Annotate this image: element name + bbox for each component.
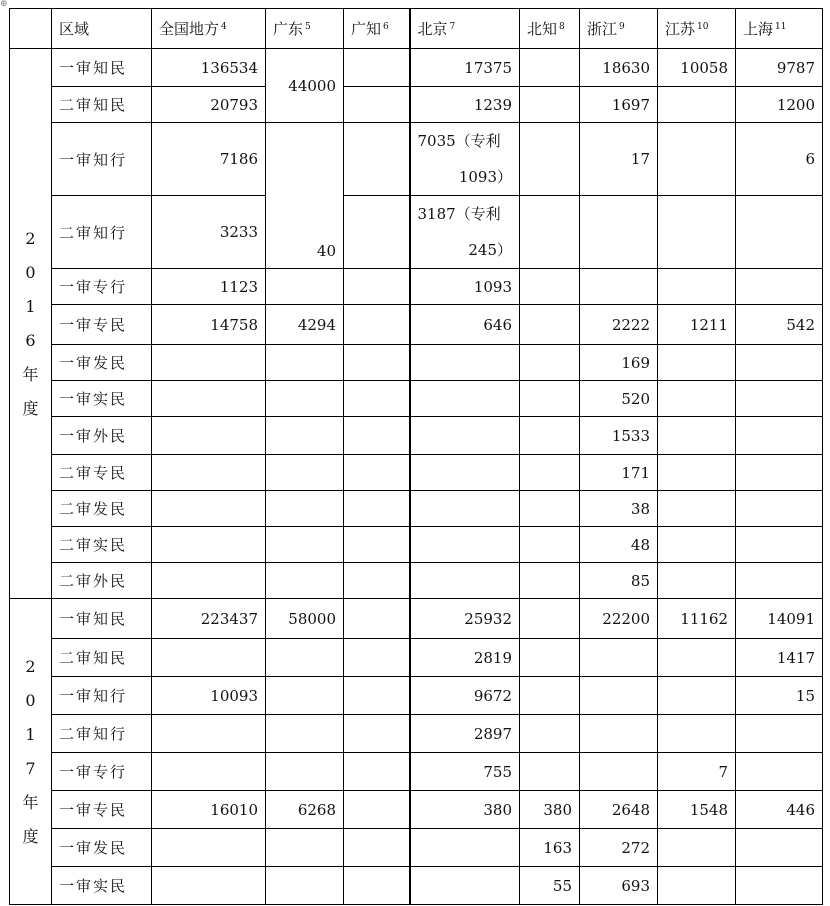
cell-line: 245） (468, 241, 512, 259)
footnote-ref: 5 (305, 22, 311, 32)
row-label: 二审知民 (52, 639, 152, 677)
header-zhejiang (580, 9, 658, 49)
row-label: 一审实民 (52, 867, 152, 905)
cell-jiangsu (658, 455, 736, 491)
cell-shanghai: 14091 (736, 599, 823, 639)
footnote-ref: 8 (559, 22, 565, 32)
cell-zhejiang: 2222 (580, 305, 658, 345)
cell-guangzhi (344, 791, 410, 829)
header-jiangsu (658, 9, 736, 49)
statistics-table (9, 8, 823, 905)
table-row (10, 677, 823, 715)
cell-jiangsu (658, 527, 736, 563)
table-row (10, 269, 823, 305)
table-row (10, 753, 823, 791)
cell-quanguo: 223437 (152, 599, 266, 639)
cell-jiangsu (658, 491, 736, 527)
table-row (10, 639, 823, 677)
cell-guangzhi (344, 305, 410, 345)
cell-beijing (410, 196, 520, 269)
cell-guangdong (266, 677, 344, 715)
cell-quanguo (152, 417, 266, 455)
cell-quanguo: 20793 (152, 87, 266, 123)
cell-guangzhi (344, 417, 410, 455)
cell-shanghai (736, 491, 823, 527)
header-beijing (410, 9, 520, 49)
cell-shanghai (736, 417, 823, 455)
cell-jiangsu: 1548 (658, 791, 736, 829)
cell-guangzhi (344, 715, 410, 753)
header-quanguo (152, 9, 266, 49)
row-label: 一审知民 (52, 49, 152, 87)
table-row (10, 527, 823, 563)
cell-line: 7035（专利 (417, 132, 501, 150)
cell-beijing (410, 867, 520, 905)
cell-beijing (410, 829, 520, 867)
cell-quanguo (152, 867, 266, 905)
cell-zhejiang: 85 (580, 563, 658, 599)
year-label: 2016年度 (22, 228, 39, 418)
row-label: 一审知民 (52, 599, 152, 639)
cell-beijing: 646 (410, 305, 520, 345)
cell-zhejiang: 520 (580, 381, 658, 417)
cell-quanguo: 16010 (152, 791, 266, 829)
cell-quanguo (152, 715, 266, 753)
cell-beizhi (520, 599, 580, 639)
cell-guangzhi (344, 753, 410, 791)
cell-zhejiang: 18630 (580, 49, 658, 87)
cell-beizhi (520, 639, 580, 677)
cell-quanguo: 3233 (152, 196, 266, 269)
cell-beijing (410, 563, 520, 599)
header-shanghai (736, 9, 823, 49)
row-label: 一审发民 (52, 829, 152, 867)
cell-beizhi: 380 (520, 791, 580, 829)
cell-guangzhi (344, 87, 410, 123)
cell-quanguo (152, 455, 266, 491)
header-row (10, 9, 823, 49)
footnote-ref: 9 (619, 22, 625, 32)
row-label: 一审专行 (52, 269, 152, 305)
cell-quanguo (152, 753, 266, 791)
cell-quanguo (152, 563, 266, 599)
cell-quanguo (152, 829, 266, 867)
cell-beijing (410, 455, 520, 491)
cell-guangdong (266, 269, 344, 305)
cell-line: 1093） (458, 168, 512, 186)
cell-zhejiang: 272 (580, 829, 658, 867)
cell-jiangsu (658, 867, 736, 905)
cell-jiangsu (658, 381, 736, 417)
table-row (10, 123, 823, 196)
table-row (10, 305, 823, 345)
cell-beijing (410, 123, 520, 196)
cell-guangdong (266, 753, 344, 791)
year-2017-cell (10, 599, 52, 905)
header-label: 全国地方 (159, 20, 220, 38)
cell-jiangsu (658, 829, 736, 867)
footnote-ref: 7 (449, 22, 456, 32)
cell-guangdong: 6268 (266, 791, 344, 829)
row-label: 二审专民 (52, 455, 152, 491)
cell-zhejiang: 38 (580, 491, 658, 527)
cell-beijing: 755 (410, 753, 520, 791)
footnote-ref: 11 (775, 22, 787, 32)
table-row (10, 829, 823, 867)
cell-shanghai (736, 527, 823, 563)
cell-beijing (410, 345, 520, 381)
cell-shanghai (736, 269, 823, 305)
row-label: 一审实民 (52, 381, 152, 417)
cell-beizhi (520, 455, 580, 491)
cell-guangdong (266, 715, 344, 753)
cell-zhejiang: 22200 (580, 599, 658, 639)
cell-jiangsu (658, 417, 736, 455)
cell-guangdong: 4294 (266, 305, 344, 345)
cell-beijing: 1239 (410, 87, 520, 123)
cell-beijing (410, 381, 520, 417)
cell-shanghai (736, 381, 823, 417)
cell-beijing: 9672 (410, 677, 520, 715)
cell-guangzhi (344, 381, 410, 417)
cell-jiangsu (658, 715, 736, 753)
cell-shanghai (736, 455, 823, 491)
cell-zhejiang (580, 639, 658, 677)
cell-beizhi (520, 527, 580, 563)
row-label: 二审知民 (52, 87, 152, 123)
footnote-ref: 6 (383, 22, 389, 32)
row-label: 二审知行 (52, 715, 152, 753)
cell-beizhi: 55 (520, 867, 580, 905)
cell-beijing (410, 491, 520, 527)
row-label: 一审外民 (52, 417, 152, 455)
cell-zhejiang (580, 196, 658, 269)
cell-beizhi (520, 305, 580, 345)
cell-zhejiang (580, 269, 658, 305)
table-row (10, 599, 823, 639)
cell-beijing: 25932 (410, 599, 520, 639)
cell-guangzhi (344, 269, 410, 305)
header-guangdong (266, 9, 344, 49)
cell-shanghai: 542 (736, 305, 823, 345)
cell-shanghai: 1200 (736, 87, 823, 123)
table-row (10, 491, 823, 527)
row-label: 二审发民 (52, 491, 152, 527)
row-label: 二审实民 (52, 527, 152, 563)
cell-shanghai (736, 753, 823, 791)
cell-beijing: 2819 (410, 639, 520, 677)
cell-jiangsu (658, 123, 736, 196)
cell-shanghai: 15 (736, 677, 823, 715)
cell-beizhi (520, 123, 580, 196)
cell-jiangsu (658, 269, 736, 305)
footnote-ref: 10 (697, 22, 709, 32)
table-row (10, 715, 823, 753)
cell-beizhi (520, 87, 580, 123)
cell-beijing (410, 527, 520, 563)
header-label: 江苏 (665, 20, 696, 38)
cell-zhejiang: 1697 (580, 87, 658, 123)
cell-guangdong (266, 867, 344, 905)
cell-quanguo (152, 345, 266, 381)
cell-jiangsu (658, 677, 736, 715)
cell-zhejiang: 1533 (580, 417, 658, 455)
cell-jiangsu: 1211 (658, 305, 736, 345)
cell-quanguo: 7186 (152, 123, 266, 196)
row-label: 二审外民 (52, 563, 152, 599)
cell-guangdong (266, 639, 344, 677)
corner-cell (10, 9, 52, 49)
cell-guangzhi (344, 599, 410, 639)
cell-beizhi (520, 417, 580, 455)
cell-line: 3187（专利 (417, 205, 501, 223)
table-row (10, 455, 823, 491)
cell-zhejiang (580, 753, 658, 791)
header-label: 广知 (351, 20, 382, 38)
footnote-ref: 4 (221, 22, 227, 32)
cell-beizhi (520, 345, 580, 381)
cell-beijing: 1093 (410, 269, 520, 305)
cell-shanghai: 6 (736, 123, 823, 196)
cell-beizhi: 163 (520, 829, 580, 867)
cell-beijing (410, 417, 520, 455)
year-2016-cell (10, 49, 52, 599)
cell-shanghai: 446 (736, 791, 823, 829)
table-row (10, 196, 823, 269)
cell-beizhi (520, 677, 580, 715)
cell-guangzhi (344, 491, 410, 527)
cell-zhejiang: 48 (580, 527, 658, 563)
cell-guangzhi (344, 345, 410, 381)
cell-guangdong (266, 491, 344, 527)
cell-beijing: 17375 (410, 49, 520, 87)
row-label: 一审知行 (52, 123, 152, 196)
cell-beizhi (520, 715, 580, 753)
cell-guangdong (266, 345, 344, 381)
cell-beizhi (520, 491, 580, 527)
cell-guangzhi (344, 639, 410, 677)
row-label: 一审专行 (52, 753, 152, 791)
cell-shanghai (736, 563, 823, 599)
cell-shanghai (736, 715, 823, 753)
table-row (10, 87, 823, 123)
cell-quanguo: 136534 (152, 49, 266, 87)
header-label: 广东 (273, 20, 304, 38)
table-row (10, 791, 823, 829)
cell-shanghai (736, 867, 823, 905)
cell-guangdong (266, 563, 344, 599)
cell-zhejiang (580, 715, 658, 753)
cell-guangdong (266, 527, 344, 563)
header-beizhi (520, 9, 580, 49)
cell-shanghai (736, 345, 823, 381)
table-row (10, 563, 823, 599)
cell-quanguo (152, 527, 266, 563)
cell-quanguo: 1123 (152, 269, 266, 305)
cell-shanghai (736, 829, 823, 867)
cell-jiangsu: 7 (658, 753, 736, 791)
cell-guangzhi (344, 867, 410, 905)
cell-guangzhi (344, 563, 410, 599)
header-label: 北知 (527, 20, 558, 38)
cell-shanghai (736, 196, 823, 269)
cell-beizhi (520, 49, 580, 87)
row-label: 一审专民 (52, 305, 152, 345)
table-row (10, 867, 823, 905)
cell-guangdong-merged: 44000 (266, 49, 344, 123)
cell-guangdong (266, 381, 344, 417)
cell-shanghai: 1417 (736, 639, 823, 677)
row-label: 一审专民 (52, 791, 152, 829)
header-label: 北京 (417, 20, 448, 38)
cell-guangdong-merged: 40 (266, 123, 344, 269)
table-row (10, 417, 823, 455)
cell-zhejiang: 2648 (580, 791, 658, 829)
cell-beizhi (520, 269, 580, 305)
cell-quanguo (152, 381, 266, 417)
cell-quanguo: 14758 (152, 305, 266, 345)
cell-zhejiang (580, 677, 658, 715)
cell-jiangsu (658, 563, 736, 599)
table-row (10, 49, 823, 87)
cell-guangzhi (344, 455, 410, 491)
row-label: 一审发民 (52, 345, 152, 381)
cell-guangdong (266, 829, 344, 867)
header-label: 上海 (743, 20, 774, 38)
table-row (10, 345, 823, 381)
year-label: 2017年度 (22, 656, 39, 846)
cell-quanguo (152, 491, 266, 527)
cell-guangdong (266, 455, 344, 491)
table-row (10, 381, 823, 417)
cell-shanghai: 9787 (736, 49, 823, 87)
cell-beizhi (520, 381, 580, 417)
cell-beizhi (520, 563, 580, 599)
row-label: 一审知行 (52, 677, 152, 715)
header-region: 区域 (52, 9, 152, 49)
header-label: 浙江 (587, 20, 618, 38)
cell-beizhi (520, 753, 580, 791)
cell-beijing: 380 (410, 791, 520, 829)
cell-quanguo (152, 639, 266, 677)
cell-beizhi (520, 196, 580, 269)
cell-jiangsu: 11162 (658, 599, 736, 639)
cell-zhejiang: 693 (580, 867, 658, 905)
cell-zhejiang: 169 (580, 345, 658, 381)
table-move-handle-icon[interactable]: ⊕ (0, 0, 8, 9)
cell-guangzhi (344, 829, 410, 867)
header-guangzhi (344, 9, 410, 49)
cell-jiangsu (658, 345, 736, 381)
cell-guangdong (266, 417, 344, 455)
cell-jiangsu: 10058 (658, 49, 736, 87)
cell-jiangsu (658, 196, 736, 269)
cell-quanguo: 10093 (152, 677, 266, 715)
cell-beijing: 2897 (410, 715, 520, 753)
cell-guangdong: 58000 (266, 599, 344, 639)
cell-jiangsu (658, 639, 736, 677)
cell-guangzhi (344, 527, 410, 563)
cell-zhejiang: 17 (580, 123, 658, 196)
cell-jiangsu (658, 87, 736, 123)
cell-guangzhi (344, 123, 410, 196)
cell-guangzhi (344, 677, 410, 715)
cell-guangzhi (344, 49, 410, 87)
cell-zhejiang: 171 (580, 455, 658, 491)
cell-guangzhi (344, 196, 410, 269)
row-label: 二审知行 (52, 196, 152, 269)
